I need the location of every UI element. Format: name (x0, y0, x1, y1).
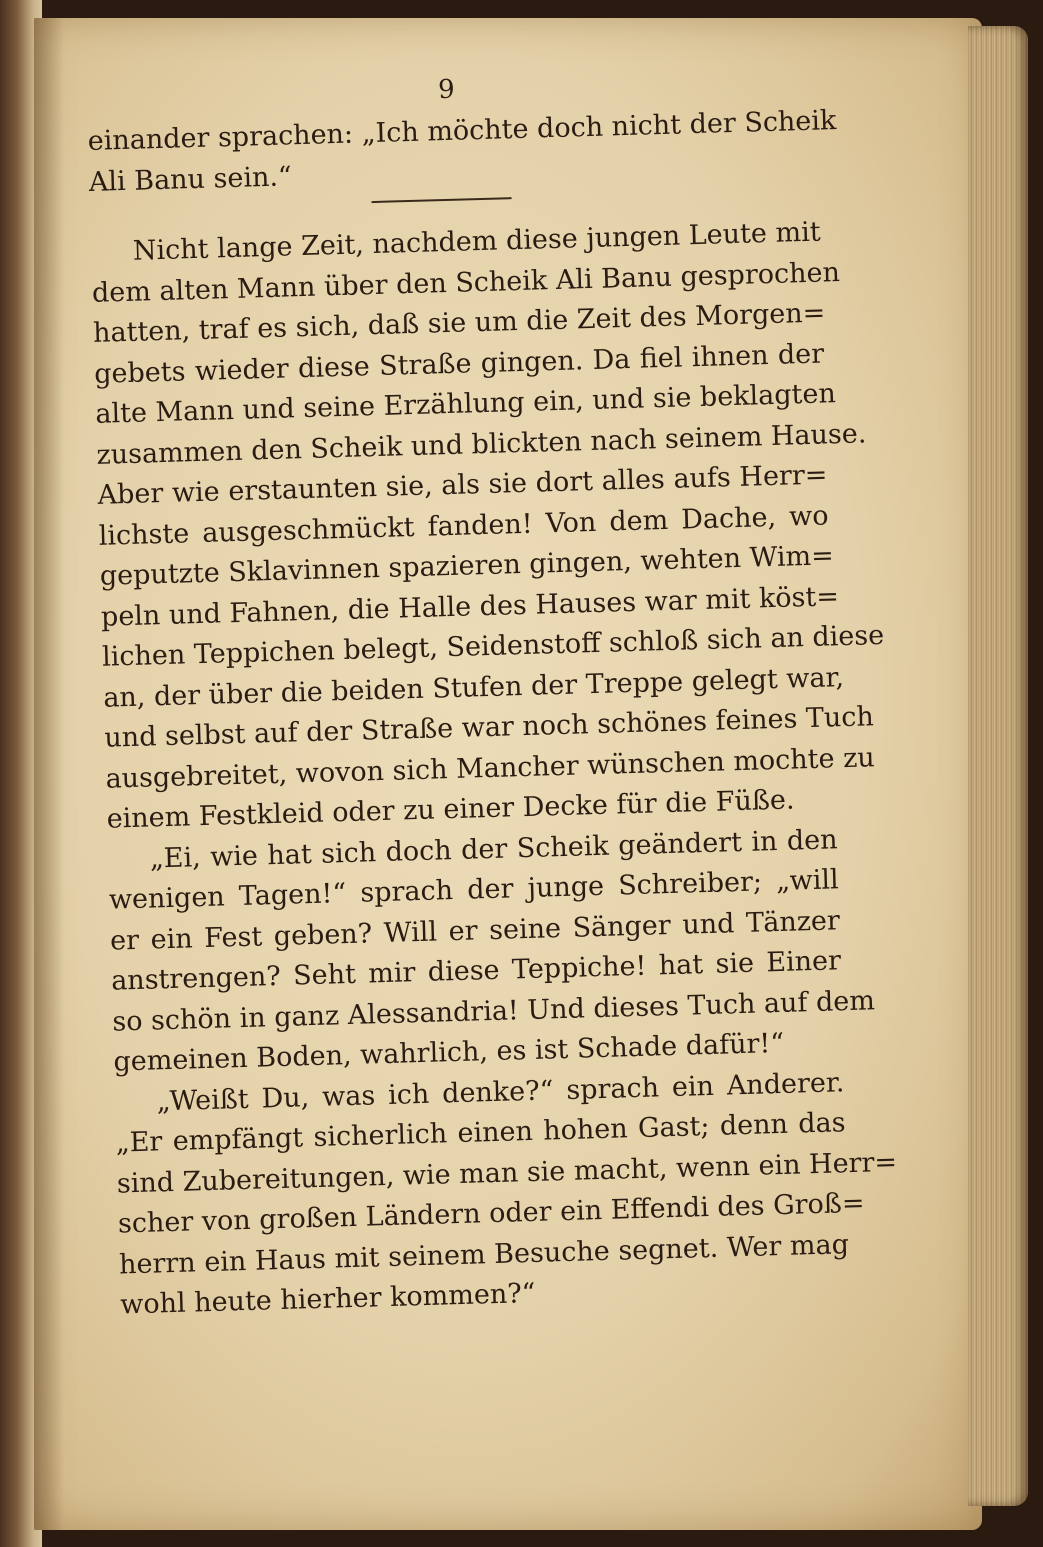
page-text (86, 57, 898, 1326)
page-number: 9 (437, 74, 456, 106)
text-line: geputzte Sklavinnen spazieren gingen, wehten Wim= (99, 540, 835, 592)
text-line: einander sprachen: „Ich möchte doch nicht der Scheik (87, 105, 837, 157)
text-line: herrn ein Haus mit seinem Besuche segnet. Wer mag (118, 1228, 850, 1281)
text-line: ausgebreitet, wovon sich Mancher wünschen mochte zu (105, 741, 876, 795)
text-line: wenigen Tagen!“ sprach der junge Schreiber; „will (108, 864, 840, 916)
text-line: so schön in ganz Alessandria! Und dieses Tuch auf dem (111, 984, 876, 1038)
text-line: dem alten Mann über den Scheik Ali Banu gesprochen (91, 256, 841, 309)
text-line: hatten, traf es sich, daß sie um die Zeit des Morgen= (92, 297, 826, 349)
text-line: er ein Fest geben? Will er seine Sänger und Tänzer (109, 904, 841, 957)
text-line: „Er empfängt sicherlich einen hohen Gast; denn das (115, 1107, 846, 1159)
text-line: „Ei, wie hat sich doch der Scheik geändert in den (149, 823, 838, 875)
text-line: gemeinen Boden, wahrlich, es ist Schade dafür!“ (113, 1027, 785, 1078)
text-line: anstrengen? Seht mir diese Teppiche! hat sie Einer (110, 945, 842, 997)
text-line: alte Mann und seine Erzählung ein, und sie beklagten (94, 378, 837, 430)
page-gutter-shadow (34, 18, 64, 1530)
text-line: lichste ausgeschmückt fanden! Von dem Dache, wo (98, 499, 829, 552)
page-stack-edges (968, 26, 1028, 1506)
text-line: sind Zubereitungen, wie man sie macht, wenn ein Herr= (116, 1146, 898, 1200)
text-line: wohl heute hierher kommen?“ (119, 1277, 536, 1321)
text-line: „Weißt Du, was ich denke?“ sprach ein Anderer. (156, 1066, 845, 1117)
text-line: einem Festkleid oder zu einer Decke für die Füße. (106, 784, 795, 835)
text-line: Nicht lange Zeit, nachdem diese jungen Leute mit (132, 216, 822, 267)
text-line: Aber wie erstaunten sie, als sie dort alles aufs Herr= (97, 459, 828, 511)
text-line: peln und Fahnen, die Halle des Hauses war mit köst= (100, 580, 840, 633)
text-line: an, der über die beiden Stufen der Treppe gelegt war, (102, 661, 845, 714)
text-line: scher von großen Ländern oder ein Effendi des Groß= (117, 1187, 865, 1240)
text-line: gebets wieder diese Straße gingen. Da fiel ihnen der (93, 338, 825, 390)
text-line: lichen Teppichen belegt, Seidenstoff schloß sich an diese (101, 619, 885, 673)
text-line: Ali Banu sein.“ (88, 160, 293, 198)
text-line: zusammen den Scheik und blickten nach seinem Hause. (96, 417, 867, 471)
section-divider (372, 197, 512, 203)
text-line: und selbst auf der Straße war noch schönes feines Tuch (104, 701, 875, 754)
